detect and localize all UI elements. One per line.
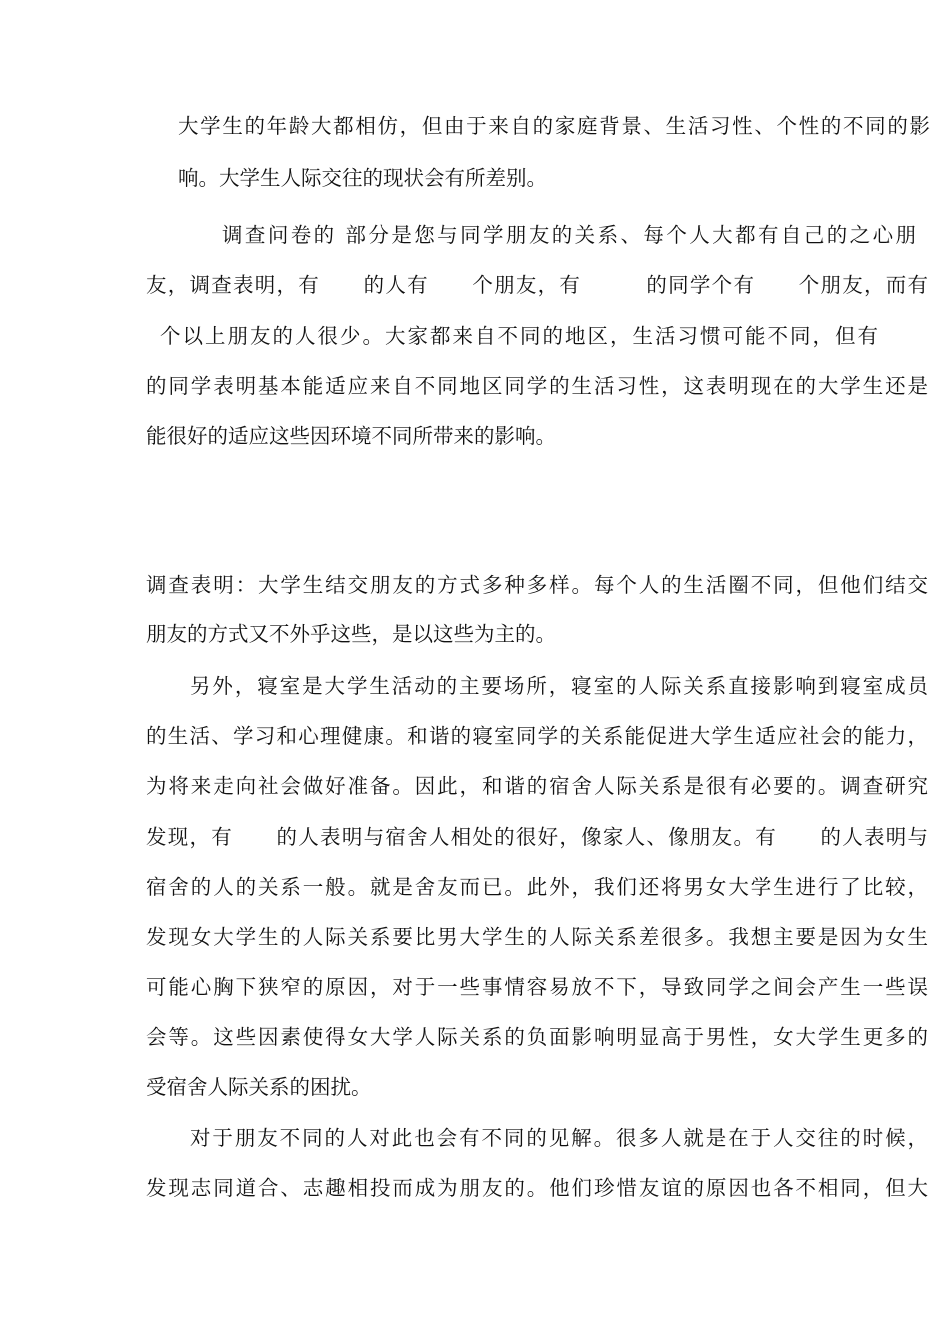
text-line: 发现志同道合、志趣相投而成为朋友的。他们珍惜友谊的原因也各不相同，但大	[146, 1176, 928, 1200]
text-line: 友，调查表明，有 的人有 个朋友，有 的同学个有 个朋友，而有	[146, 273, 928, 297]
text-line: 为将来走向社会做好准备。因此，和谐的宿舍人际关系是很有必要的。调查研究	[146, 774, 928, 798]
text-line: 调查问卷的 部分是您与同学朋友的关系、每个人大都有自己的之心朋	[222, 223, 916, 247]
text-line: 朋友的方式又不外乎这些，是以这些为主的。	[146, 622, 556, 646]
text-line: 大学生的年龄大都相仿，但由于来自的家庭背景、生活习性、个性的不同的影	[178, 114, 930, 138]
text-line: 可能心胸下狭窄的原因，对于一些事情容易放不下，导致同学之间会产生一些误	[146, 975, 928, 999]
text-line: 会等。这些因素使得女大学人际关系的负面影响明显高于男性，女大学生更多的	[146, 1025, 928, 1049]
text-line: 发现女大学生的人际关系要比男大学生的人际关系差很多。我想主要是因为女生	[146, 925, 928, 949]
text-line: 宿舍的人的关系一般。就是舍友而已。此外，我们还将男女大学生进行了比较，	[146, 875, 928, 899]
text-line: 发现，有 的人表明与宿舍人相处的很好，像家人、像朋友。有 的人表明与	[146, 825, 928, 849]
text-line: 调查表明：大学生结交朋友的方式多种多样。每个人的生活圈不同，但他们结交	[146, 573, 928, 597]
text-line: 对于朋友不同的人对此也会有不同的见解。很多人就是在于人交往的时候，	[190, 1126, 928, 1150]
text-line: 受宿舍人际关系的困扰。	[146, 1075, 372, 1099]
text-line: 个以上朋友的人很少。大家都来自不同的地区，生活习惯可能不同，但有	[160, 324, 878, 348]
text-line: 的生活、学习和心理健康。和谐的寝室同学的关系能促进大学生适应社会的能力，	[146, 724, 928, 748]
text-line: 的同学表明基本能适应来自不同地区同学的生活习性，这表明现在的大学生还是	[146, 374, 928, 398]
text-line: 能很好的适应这些因环境不同所带来的影响。	[146, 424, 556, 448]
text-line: 另外，寝室是大学生活动的主要场所，寝室的人际关系直接影响到寝室成员	[190, 674, 928, 698]
text-line: 响。大学生人际交往的现状会有所差别。	[178, 166, 547, 190]
